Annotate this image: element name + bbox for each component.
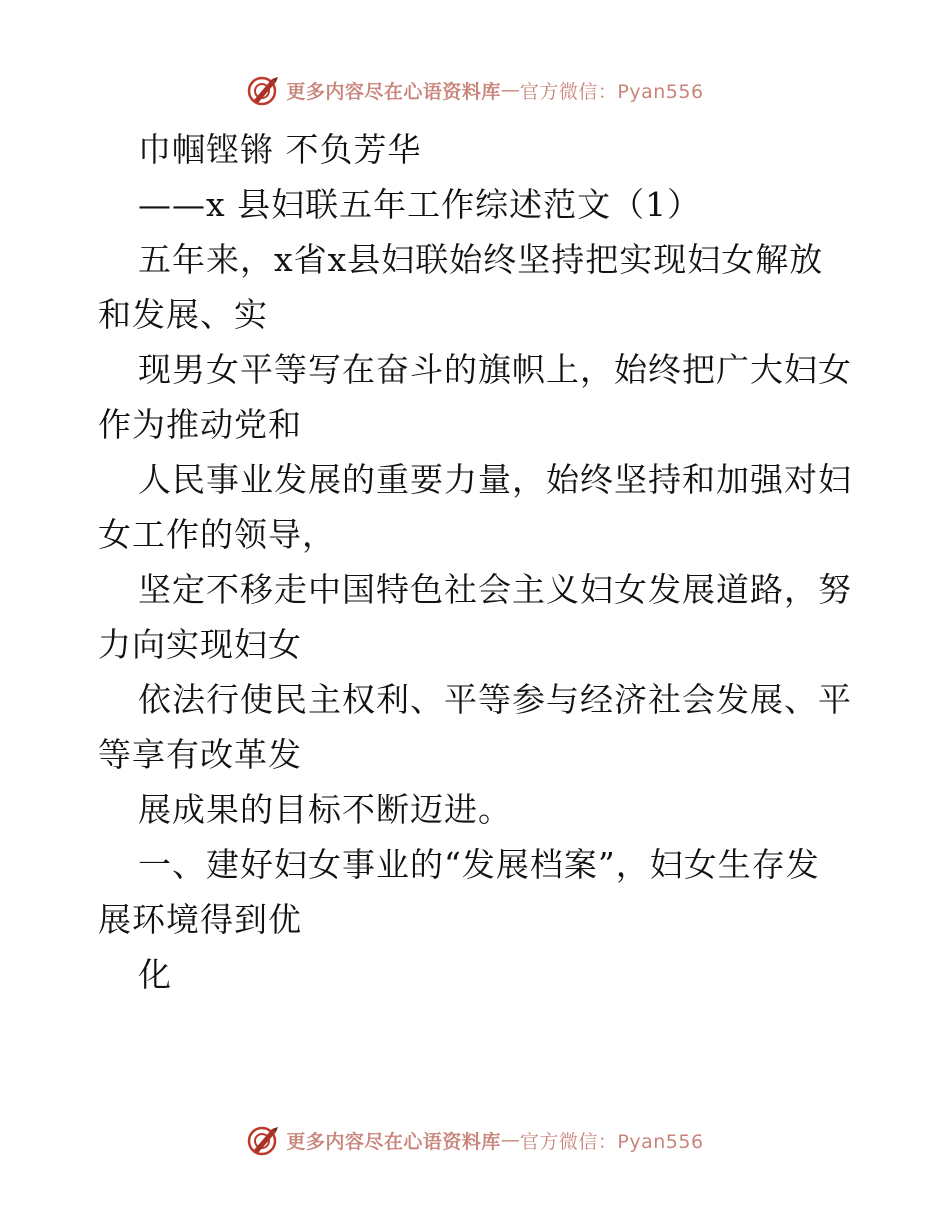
paragraph-line: 人民事业发展的重要力量，始终坚持和加强对妇 (138, 460, 852, 499)
document-title: 巾帼铿锵 不负芳华 (138, 130, 422, 169)
header-banner-text: 更多内容尽在心语资料库 (286, 80, 501, 103)
paragraph-line: 五年来，x省x县妇联始终坚持把实现妇女解放 (138, 240, 824, 279)
footer-banner-text: 更多内容尽在心语资料库 (286, 1130, 501, 1153)
paragraph-line: 作为推动党和 (98, 405, 302, 444)
paragraph-line: 和发展、实 (98, 295, 268, 334)
section-heading-line: 一、建好妇女事业的“发展档案”，妇女生存发 (138, 845, 820, 884)
paragraph-line: 力向实现妇女 (98, 625, 302, 664)
paragraph-line: 坚定不移走中国特色社会主义妇女发展道路，努 (138, 570, 852, 609)
paragraph-line: 依法行使民主权利、平等参与经济社会发展、平 (138, 680, 852, 719)
pen-logo-icon (246, 73, 280, 107)
paragraph-line: 等享有改革发 (98, 735, 302, 774)
footer-banner (0, 1118, 950, 1162)
header-banner (0, 68, 950, 112)
header-banner-separator: — (500, 79, 520, 101)
pen-logo-icon (246, 1123, 280, 1157)
document-body (98, 122, 858, 1002)
section-heading-line: 展环境得到优 (98, 900, 302, 939)
header-banner-wechat: 官方微信：Pyan556 (519, 80, 704, 103)
footer-banner-separator: — (500, 1129, 520, 1151)
paragraph-line: 现男女平等写在奋斗的旗帜上，始终把广大妇女 (138, 350, 852, 389)
paragraph-line: 女工作的领导， (98, 515, 336, 554)
section-heading-line: 化 (138, 955, 172, 994)
paragraph-line: 展成果的目标不断迈进。 (138, 790, 512, 829)
document-subtitle: ——x 县妇联五年工作综述范文（1） (138, 185, 702, 224)
footer-banner-wechat: 官方微信：Pyan556 (519, 1130, 704, 1153)
